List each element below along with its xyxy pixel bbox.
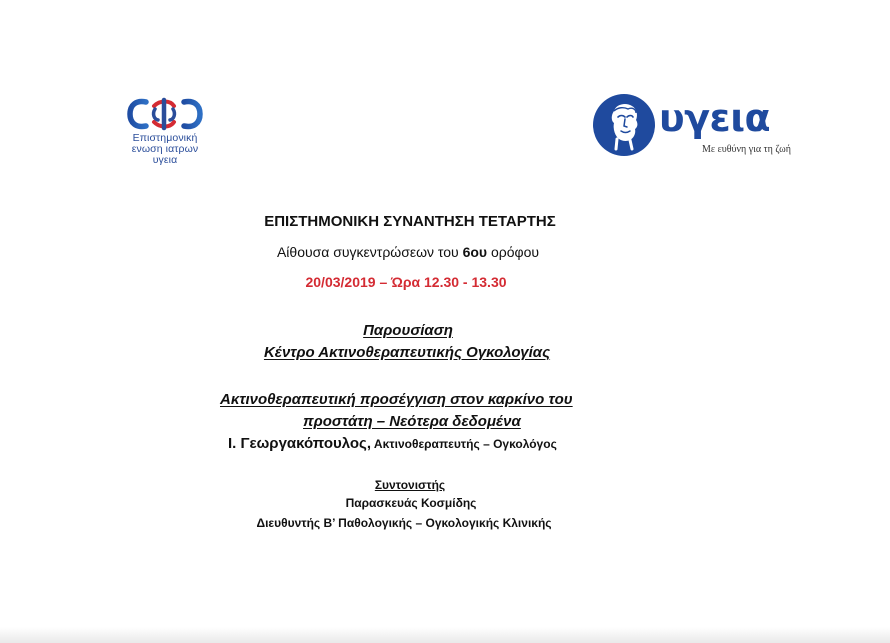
- event-venue: [277, 244, 539, 260]
- moderator-label: Συντονιστής: [374, 478, 446, 492]
- eeiy-logo-line: Επιστημονική: [132, 132, 198, 144]
- moderator-role: Διευθυντής Β’ Παθολογικής – Ογκολογικής Κλινικής: [256, 516, 552, 530]
- event-title: ΕΠΙΣΤΗΜΟΝΙΚΗ ΣΥΝΑΝΤΗΣΗ ΤΕΤΑΡΤΗΣ: [264, 213, 556, 230]
- eeiy-logo-line: υγεια: [152, 154, 178, 166]
- talk-speaker: [228, 435, 557, 452]
- venue-floor: 6ου: [462, 244, 488, 260]
- speaker-name: Ι. Γεωργακόπουλος,: [228, 435, 372, 452]
- presentation-label: Παρουσίαση: [363, 322, 453, 339]
- moderator-name: Παρασκευάς Κοσμίδης: [345, 496, 477, 510]
- ygeia-tagline: Με ευθύνη για τη ζωή: [702, 144, 791, 155]
- eeiy-logo-text: [118, 133, 212, 166]
- ygeia-logo: [592, 93, 791, 159]
- speaker-role: Ακτινοθεραπευτής – Ογκολόγος: [371, 437, 557, 451]
- talk-title-line-2: προστάτη – Νεότερα δεδομένα: [303, 413, 521, 430]
- eeiy-logo-line: ενωση ιατρων: [131, 143, 199, 155]
- venue-prefix: Αίθουσα συγκεντρώσεων του: [276, 244, 463, 260]
- event-datetime: 20/03/2019 – Ώρα 12.30 - 13.30: [305, 274, 507, 290]
- presentation-department: Κέντρο Ακτινοθεραπευτικής Ογκολογίας: [263, 344, 551, 361]
- page-bottom-shadow: [0, 627, 890, 643]
- ygeia-head-icon: [592, 93, 656, 157]
- eeiy-logo: [118, 96, 212, 166]
- talk-title-line-1: Ακτινοθεραπευτική προσέγγιση στον καρκίνο του: [220, 391, 573, 408]
- venue-suffix: ορόφου: [487, 244, 540, 260]
- ygeia-brand-name: υγεια: [659, 96, 771, 140]
- eeiy-logo-mark-icon: [124, 96, 206, 132]
